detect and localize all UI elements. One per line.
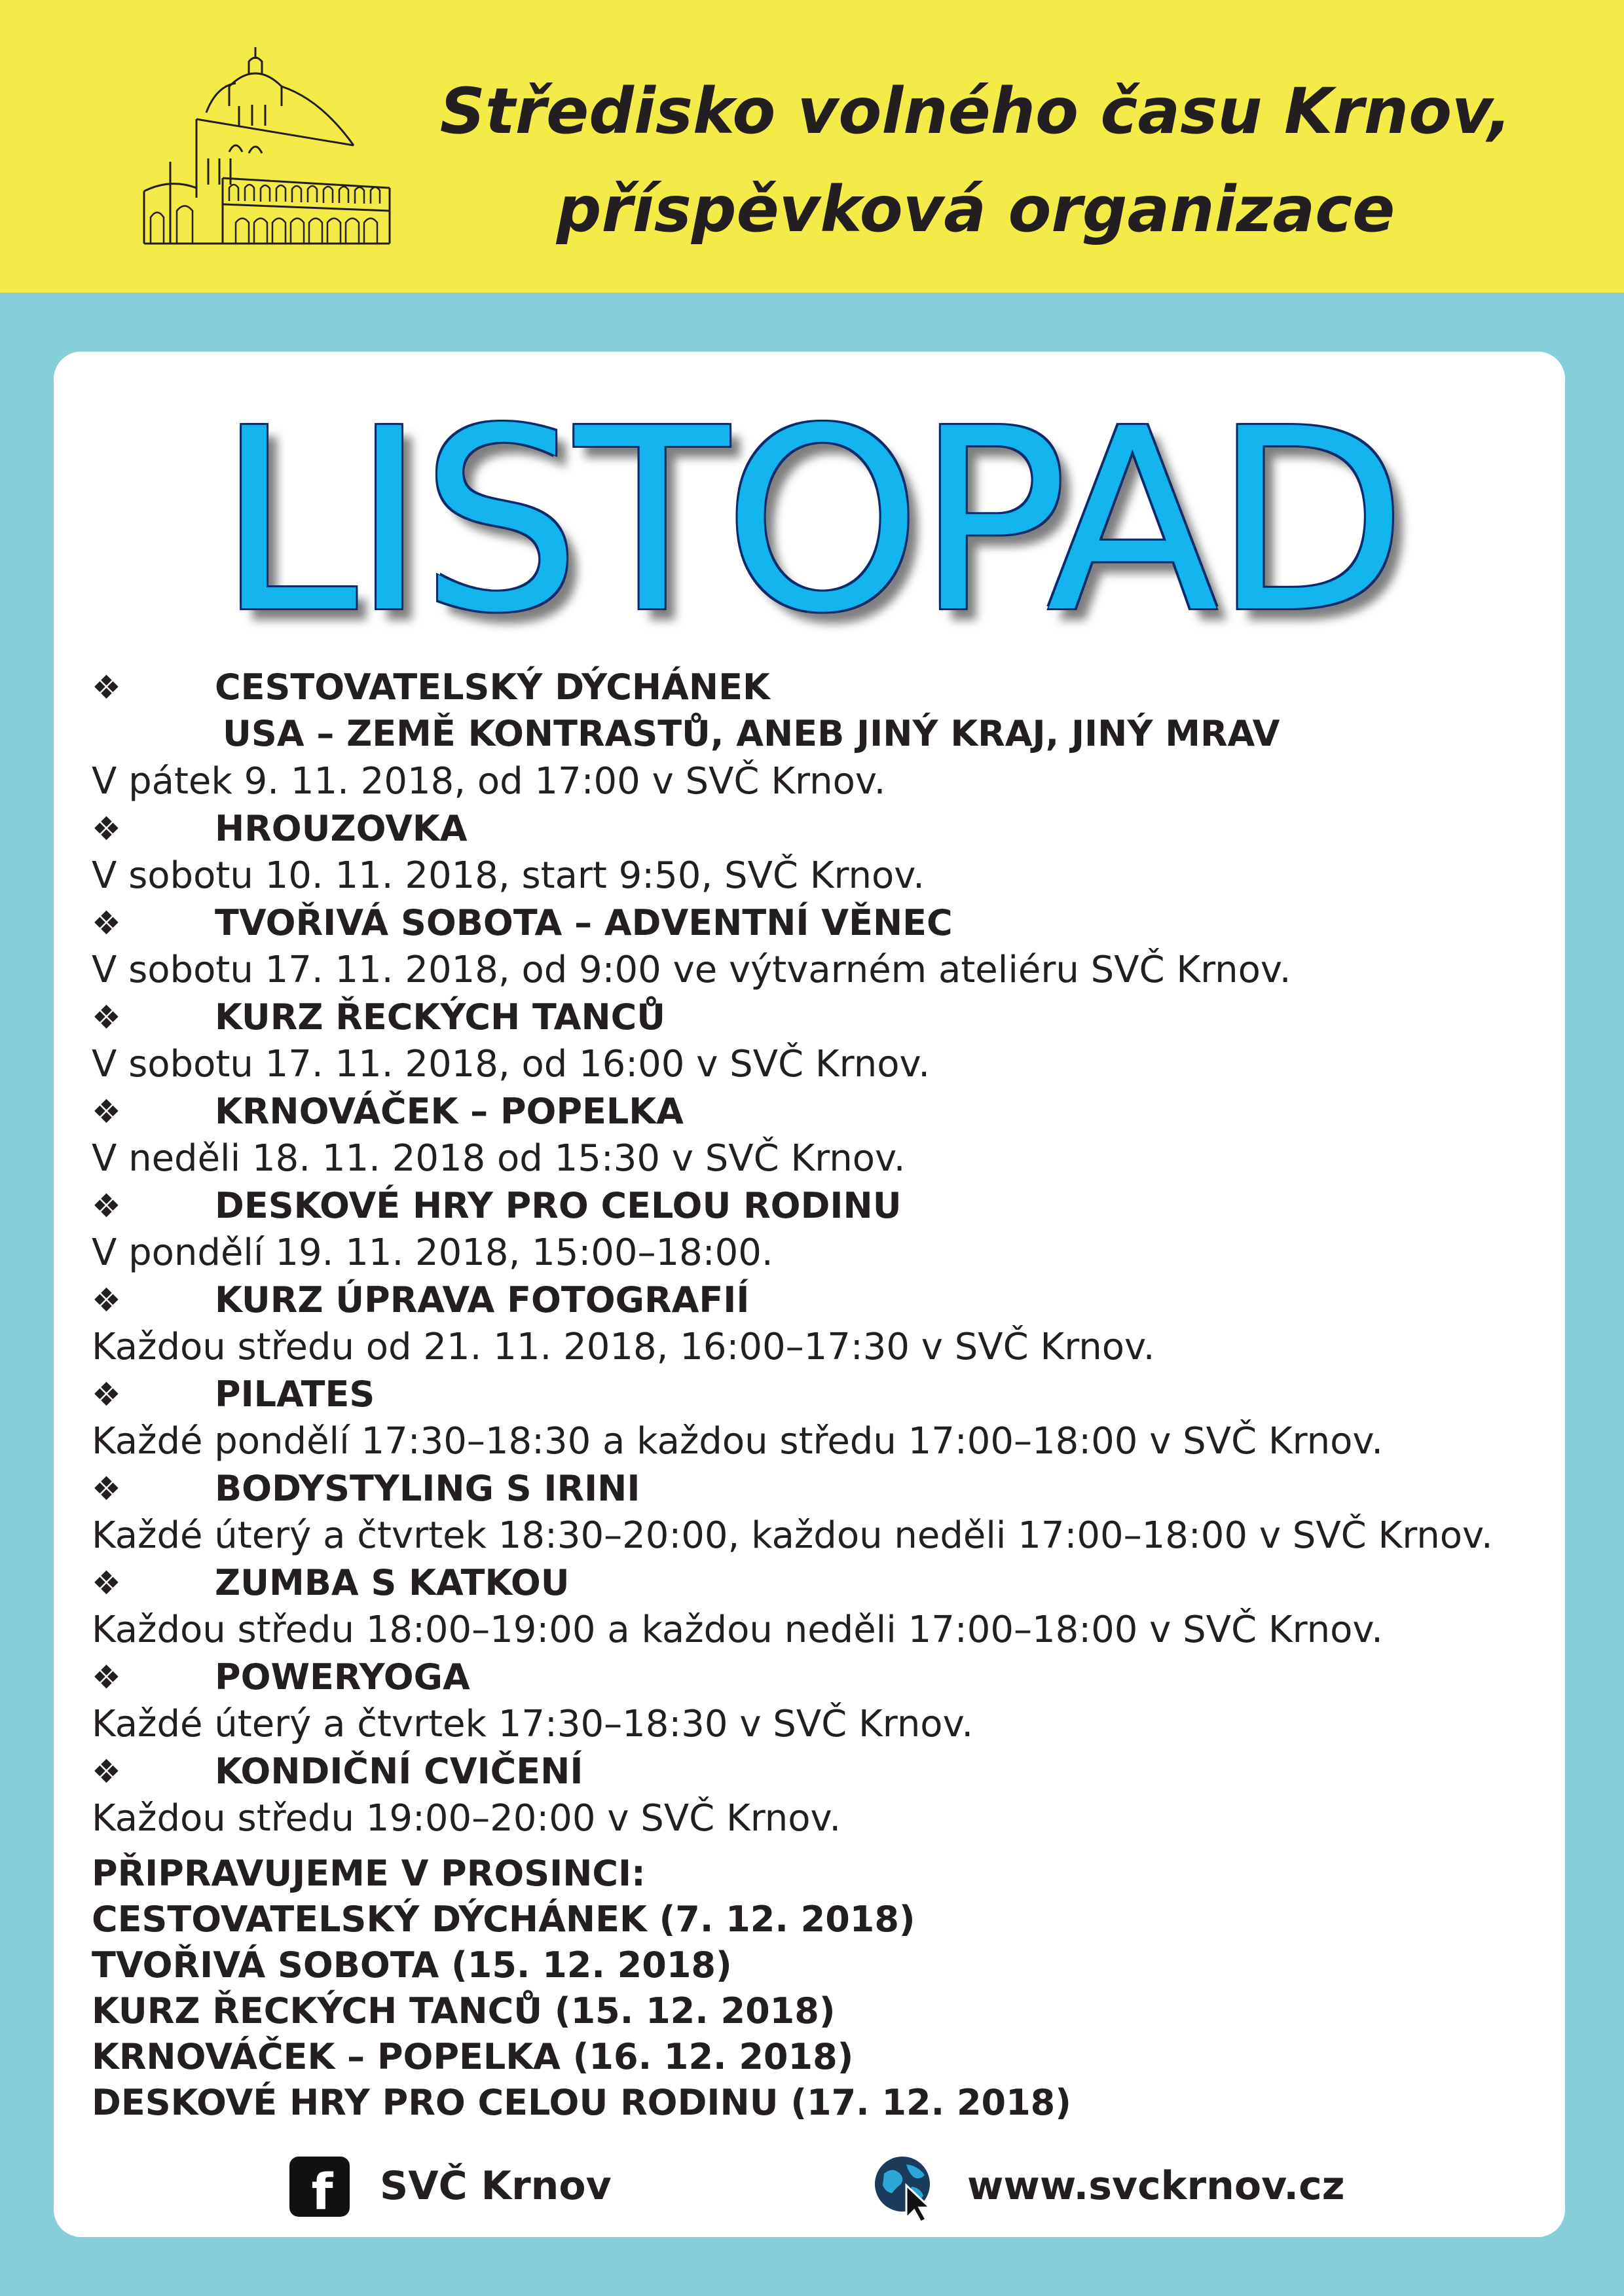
event-detail: V pátek 9. 11. 2018, od 17:00 v SVČ Krnov. [92,760,886,803]
event-title: KURZ ÚPRAVA FOTOGRAFIÍ [215,1279,750,1321]
content-card [54,352,1565,2237]
event-title-row [92,806,1552,852]
event-title: KONDIČNÍ CVIČENÍ [215,1751,583,1792]
event-item [92,900,1552,994]
upcoming-item: KURZ ŘECKÝCH TANCŮ (15. 12. 2018) [92,1990,836,2032]
upcoming-item: DESKOVÉ HRY PRO CELOU RODINU (17. 12. 2018) [92,2082,1071,2123]
event-title-row [92,994,1552,1040]
event-detail: Každou středu 19:00–20:00 v SVČ Krnov. [92,1797,841,1840]
diamond-bullet-icon: ❖ [92,1281,121,1319]
org-name-line1: Středisko volného času Krnov, [439,75,1512,148]
diamond-bullet-icon: ❖ [92,1564,121,1602]
event-item [92,1749,1552,1843]
event-item [92,1183,1552,1277]
event-title-row [92,1372,1552,1417]
event-item [92,994,1552,1089]
event-title-row [92,1560,1552,1606]
event-title: KURZ ŘECKÝCH TANCŮ [215,996,666,1038]
event-title-row [92,1466,1552,1512]
diamond-bullet-icon: ❖ [92,1658,121,1696]
diamond-bullet-icon: ❖ [92,1093,121,1131]
diamond-bullet-icon: ❖ [92,1753,121,1791]
event-detail: Každé úterý a čtvrtek 17:30–18:30 v SVČ Krnov. [92,1703,974,1745]
facebook-link[interactable]: SVČ Krnov [380,2163,612,2209]
event-detail: V sobotu 10. 11. 2018, start 9:50, SVČ Krnov. [92,854,925,897]
globe-cursor-icon [872,2154,938,2222]
event-item [92,806,1552,900]
event-detail: V pondělí 19. 11. 2018, 15:00–18:00. [92,1231,773,1274]
diamond-bullet-icon: ❖ [92,1187,121,1225]
event-title: HROUZOVKA [215,808,468,849]
event-list [92,665,1552,1843]
month-title: LISTOPAD [217,375,1402,668]
event-detail: Každou středu od 21. 11. 2018, 16:00–17:30 v SVČ Krnov. [92,1326,1155,1368]
event-detail: V sobotu 17. 11. 2018, od 9:00 ve výtvarném ateliéru SVČ Krnov. [92,949,1291,991]
event-title-row [92,1749,1552,1795]
event-title: TVOŘIVÁ SOBOTA – ADVENTNÍ VĚNEC [215,902,953,943]
org-name-line2: příspěvková organizace [556,173,1395,246]
event-detail: V sobotu 17. 11. 2018, od 16:00 v SVČ Krnov. [92,1043,931,1085]
event-title: KRNOVÁČEK – POPELKA [215,1091,684,1132]
upcoming-item: CESTOVATELSKÝ DÝCHÁNEK (7. 12. 2018) [92,1899,915,1940]
event-item [92,1560,1552,1654]
event-detail: Každou středu 18:00–19:00 a každou neděli 17:00–18:00 v SVČ Krnov. [92,1609,1383,1651]
event-title: DESKOVÉ HRY PRO CELOU RODINU [215,1185,902,1226]
diamond-bullet-icon: ❖ [92,1470,121,1508]
event-title-row [92,1654,1552,1700]
event-item [92,1089,1552,1183]
building-logo-icon [131,47,393,255]
event-detail: V neděli 18. 11. 2018 od 15:30 v SVČ Krnov. [92,1137,906,1180]
event-title: ZUMBA S KATKOU [215,1562,570,1603]
upcoming-item: KRNOVÁČEK – POPELKA (16. 12. 2018) [92,2036,854,2077]
upcoming-december [92,1851,1552,2126]
event-title-row [92,1183,1552,1229]
event-item [92,1277,1552,1372]
diamond-bullet-icon: ❖ [92,998,121,1036]
event-title: PILATES [215,1374,375,1415]
header-banner [0,0,1624,293]
event-title-row [92,665,1552,710]
footer [54,2149,1565,2221]
event-title-row [92,1089,1552,1135]
upcoming-item: TVOŘIVÁ SOBOTA (15. 12. 2018) [92,1944,732,1986]
organization-name [367,62,1585,259]
event-title-row [92,900,1552,946]
event-detail: Každé úterý a čtvrtek 18:30–20:00, každou neděli 17:00–18:00 v SVČ Krnov. [92,1514,1493,1557]
event-title: POWERYOGA [215,1656,470,1698]
upcoming-heading: PŘIPRAVUJEME V PROSINCI: [92,1853,646,1894]
website-link[interactable]: www.svckrnov.cz [967,2163,1345,2209]
event-item [92,665,1552,806]
event-title-row [92,1277,1552,1323]
event-title: CESTOVATELSKÝ DÝCHÁNEK [215,666,770,708]
event-title: BODYSTYLING S IRINI [215,1468,640,1509]
event-detail: Každé pondělí 17:30–18:30 a každou středu 17:00–18:00 v SVČ Krnov. [92,1420,1384,1463]
diamond-bullet-icon: ❖ [92,1376,121,1413]
facebook-icon-glyph: f [311,2162,333,2217]
diamond-bullet-icon: ❖ [92,904,121,942]
diamond-bullet-icon: ❖ [92,668,121,706]
diamond-bullet-icon: ❖ [92,810,121,848]
event-item [92,1372,1552,1466]
event-subtitle: USA – ZEMĚ KONTRASTŮ, ANEB JINÝ KRAJ, JINÝ MRAV [223,713,1280,754]
event-item [92,1654,1552,1749]
event-item [92,1466,1552,1560]
facebook-icon[interactable] [289,2157,350,2217]
